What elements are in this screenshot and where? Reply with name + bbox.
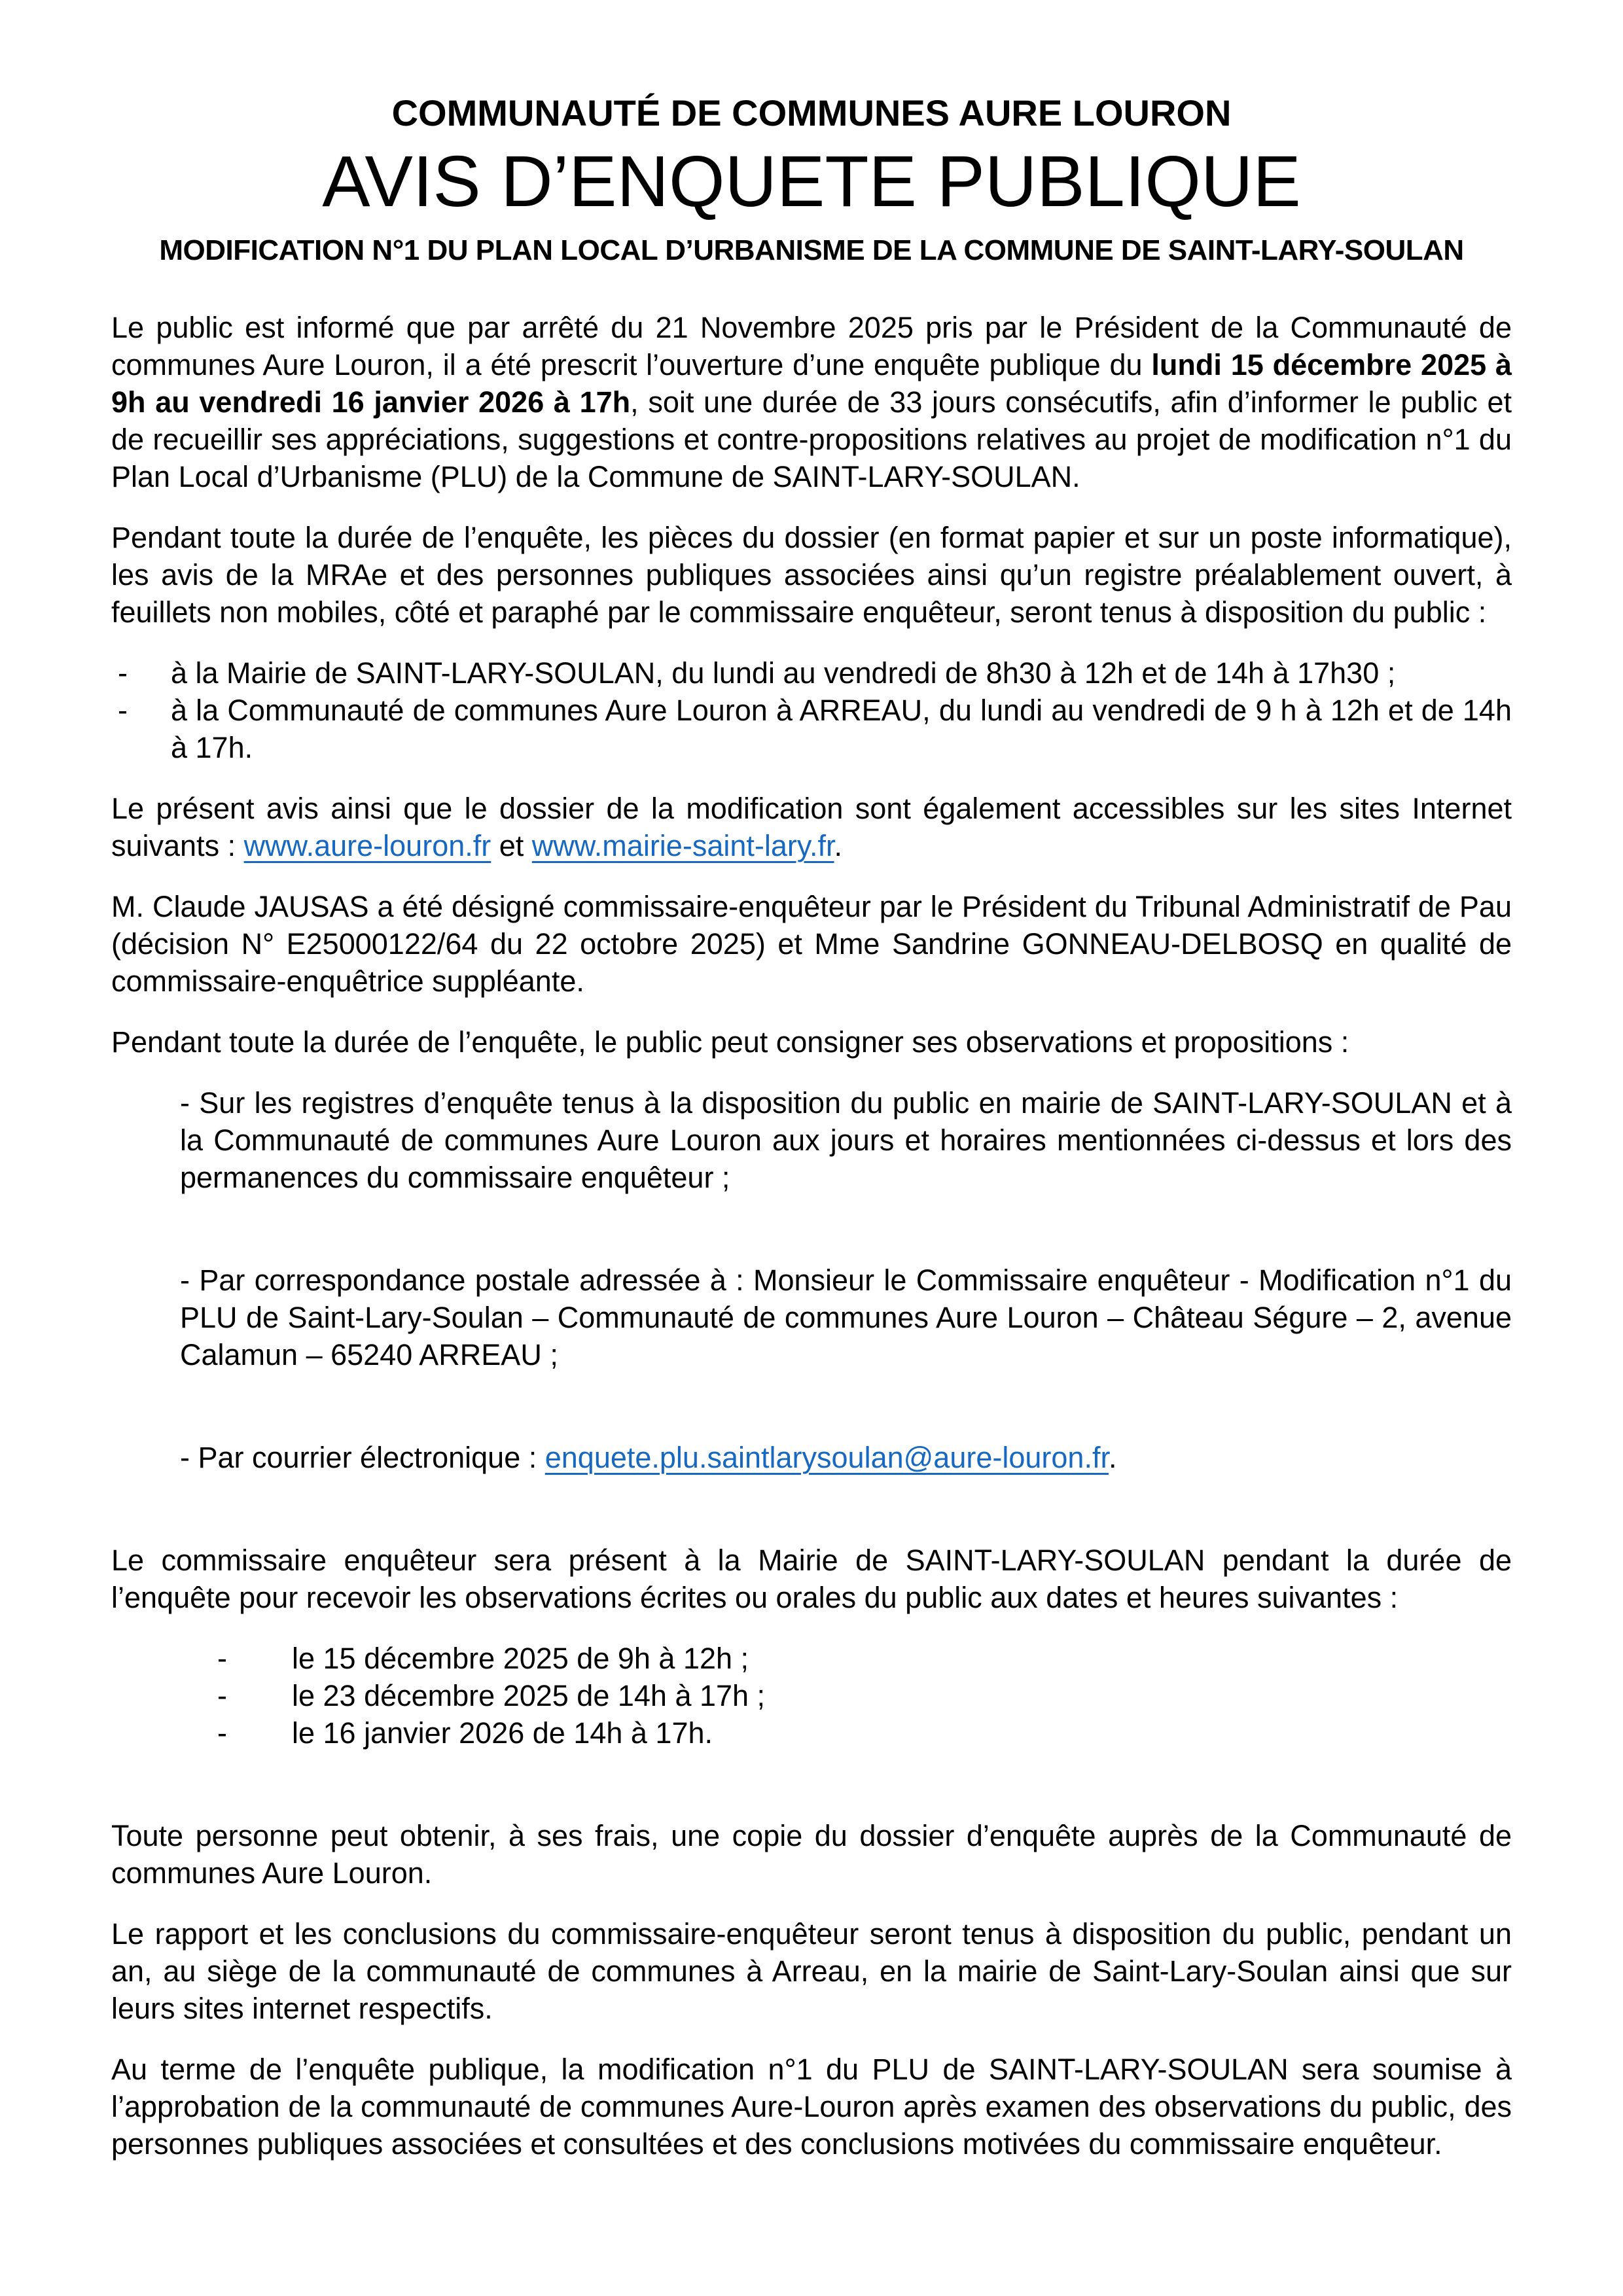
intro-text-pre: Le public est informé que par arrêté du 21 Novembre 2025 pris par le Président de la Communauté de communes Aure Louron, il a été prescrit l’ouverture d’une enquête publique du <box>111 311 1512 381</box>
paragraph-dossier: Pendant toute la durée de l’enquête, les pièces du dossier (en format papier et sur un poste informatique), les avis de la MRAe et des personnes publiques associées ainsi qu’un registre préalablement ouvert, à feuillets non mobiles, côté et paraphé par le commissaire enquêteur, seront tenus à disposition du public : <box>111 521 1512 629</box>
location-item <box>111 692 1512 766</box>
document-body <box>111 309 1512 2163</box>
organization-title: COMMUNAUTÉ DE COMMUNES AURE LOURON <box>391 92 1232 133</box>
intro-dates-bold: lundi 15 décembre 2025 à 9h au vendredi 16 janvier 2026 à 17h <box>111 348 1512 419</box>
schedule-item-text: le 16 janvier 2026 de 14h à 17h. <box>292 1716 713 1750</box>
email-link[interactable]: enquete.plu.saintlarysoulan@aure-louron.fr <box>544 1441 1109 1474</box>
schedule-item-text: le 23 décembre 2025 de 14h à 17h ; <box>292 1679 766 1712</box>
location-list <box>111 654 1512 766</box>
websites-text-post: . <box>834 829 843 862</box>
schedule-item <box>217 1677 1512 1714</box>
schedule-list <box>217 1640 1512 1752</box>
email-text-pre: - Par courrier électronique : <box>180 1441 545 1474</box>
indent-registres: - Sur les registres d’enquête tenus à la disposition du public en mairie de SAINT-LARY-SOULAN et à la Communauté de communes Aure Louron aux jours et horaires mentionnées ci-dessus et lors des permanences du commissaire enquêteur ; <box>180 1086 1512 1194</box>
paragraph-commissioner: M. Claude JAUSAS a été désigné commissaire-enquêteur par le Président du Tribunal Administratif de Pau (décision N° E25000122/64 du 22 octobre 2025) et Mme Sandrine GONNEAU-DELBOSQ en qualité de commissaire-enquêtrice suppléante. <box>111 890 1512 998</box>
dash-marker: - <box>217 1716 227 1750</box>
website-link-aure-louron[interactable]: www.aure-louron.fr <box>243 829 491 862</box>
websites-text-mid: et <box>491 829 532 862</box>
indent-email <box>180 1439 1512 1476</box>
paragraph-final: Au terme de l’enquête publique, la modification n°1 du PLU de SAINT-LARY-SOULAN sera soumise à l’approbation de la communauté de communes Aure-Louron après examen des observations du public, des personnes publiques associées et consultées et des conclusions motivées du commissaire enquêteur. <box>111 2053 1512 2161</box>
location-item-text: à la Mairie de SAINT-LARY-SOULAN, du lundi au vendredi de 8h30 à 12h et de 14h à 17h30 ; <box>171 656 1396 690</box>
indent-postal: - Par correspondance postale adressée à : Monsieur le Commissaire enquêteur - Modification n°1 du PLU de Saint-Lary-Soulan – Communauté de communes Aure Louron – Château Ségure – 2, avenue Calamun – 65240 ARREAU ; <box>180 1263 1512 1371</box>
paragraph-observations: Pendant toute la durée de l’enquête, le public peut consigner ses observations et propositions : <box>111 1025 1349 1059</box>
paragraph-permanences: Le commissaire enquêteur sera présent à la Mairie de SAINT-LARY-SOULAN pendant la durée de l’enquête pour recevoir les observations écrites ou orales du public aux dates et heures suivantes : <box>111 1544 1512 1614</box>
schedule-item <box>217 1714 1512 1752</box>
dash-marker: - <box>118 656 128 690</box>
email-text-post: . <box>1108 1441 1117 1474</box>
paragraph-intro <box>111 309 1512 495</box>
notice-title: AVIS D’ENQUETE PUBLIQUE <box>322 141 1301 222</box>
paragraph-websites <box>111 790 1512 864</box>
location-item-text: à la Communauté de communes Aure Louron à ARREAU, du lundi au vendredi de 9 h à 12h et de 14h à 17h. <box>171 694 1512 764</box>
dash-marker: - <box>217 1679 227 1712</box>
location-item <box>111 654 1512 692</box>
paragraph-copy: Toute personne peut obtenir, à ses frais, une copie du dossier d’enquête auprès de la Communauté de communes Aure Louron. <box>111 1819 1512 1890</box>
notice-subtitle: MODIFICATION N°1 DU PLAN LOCAL D’URBANISME DE LA COMMUNE DE SAINT-LARY-SOULAN <box>159 234 1464 266</box>
paragraph-report: Le rapport et les conclusions du commissaire-enquêteur seront tenus à disposition du public, pendant un an, au siège de la communauté de communes à Arreau, en la mairie de Saint-Lary-Soulan ainsi que sur leurs sites internet respectifs. <box>111 1917 1512 2025</box>
schedule-item-text: le 15 décembre 2025 de 9h à 12h ; <box>292 1642 749 1675</box>
website-link-mairie-saint-lary[interactable]: www.mairie-saint-lary.fr <box>531 829 834 862</box>
websites-text-pre: Le présent avis ainsi que le dossier de la modification sont également accessibles sur les sites Internet suivants : <box>111 792 1512 862</box>
document-header <box>111 92 1512 268</box>
dash-marker: - <box>217 1642 227 1675</box>
schedule-item <box>217 1640 1512 1677</box>
dash-marker: - <box>118 694 128 727</box>
intro-text-post: , soit une durée de 33 jours consécutifs, afin d’informer le public et de recueillir ses appréciations, suggestions et contre-propositions relatives au projet de modification n°1 du Plan Local d’Urbanisme (PLU) de la Commune de SAINT-LARY-SOULAN. <box>111 385 1512 493</box>
